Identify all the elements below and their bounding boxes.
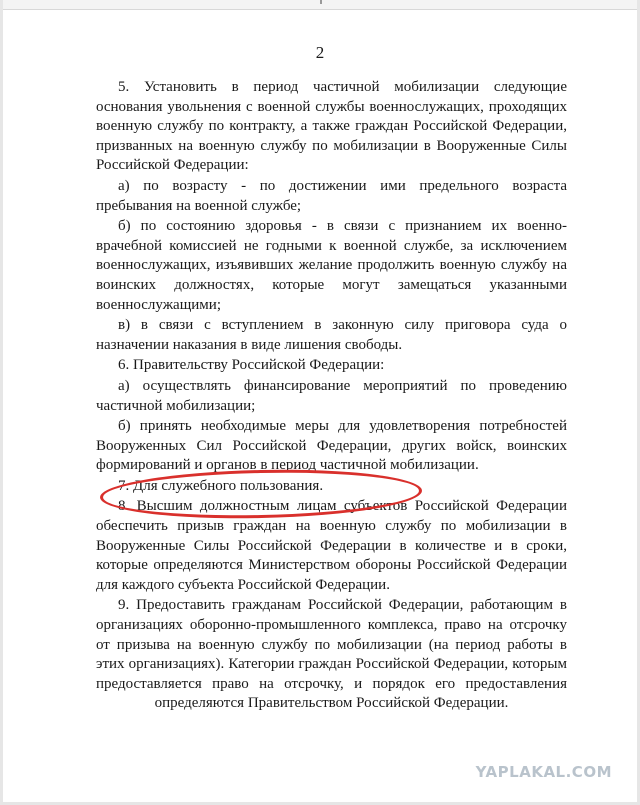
paragraph-5a: а) по возрасту - по достижении ими предельного возраста пребывания на военной службе; bbox=[96, 177, 567, 214]
paragraph-8: 8. Высшим должностным лицам субъектов Российской Федерации обеспечить призыв граждан на военную службу по мобилизации в Вооруженные Силы Российской Федерации в количестве и в сроки, которые определяются Министерством обороны Российской Федерации для каждого субъекта Российской Федерации. bbox=[96, 498, 567, 593]
document-body bbox=[96, 78, 567, 714]
paragraph-5b: б) по состоянию здоровья - в связи с признанием их военно-врачебной комиссией не годными к военной службе, за исключением военнослужащих, изъявивших желание продолжить военную службу на воинских должностях, которые могут замещаться указанными военнослужащими; bbox=[96, 218, 567, 313]
paragraph-5c: в) в связи с вступлением в законную силу приговора суда о назначении наказания в виде лишения свободы. bbox=[96, 317, 567, 353]
paragraph-6a: а) осуществлять финансирование мероприятий по проведению частичной мобилизации; bbox=[96, 377, 567, 414]
paragraph-7: 7. Для служебного пользования. bbox=[118, 477, 324, 494]
paragraph-6b: б) принять необходимые меры для удовлетворения потребностей Вооруженных Сил Российской Федерации, других войск, воинских формирований и органов в период частичной мобилизации. bbox=[96, 418, 567, 474]
paragraph-6: 6. Правительству Российской Федерации: bbox=[118, 357, 385, 374]
site-watermark: YAPLAKAL.COM bbox=[475, 763, 612, 781]
page-number: 2 bbox=[315, 43, 325, 62]
paragraph-5: 5. Установить в период частичной мобилизации следующие основания увольнения с военной службы военнослужащих, проходящих военную службу по контракту, а также граждан Российской Федерации, призванных на военную службу по мобилизации в Вооруженные Силы Российской Федерации: bbox=[96, 79, 567, 174]
paragraph-9: 9. Предоставить гражданам Российской Федерации, работающим в организациях оборонно-промышленного комплекса, право на отсрочку от призыва на военную службу по мобилизации (на период работы в этих организациях). Категории граждан Российской Федерации, которым предоставляется право на отсрочку, и порядок его предоставления определяются Правительством Российской Федерации. bbox=[96, 597, 567, 712]
